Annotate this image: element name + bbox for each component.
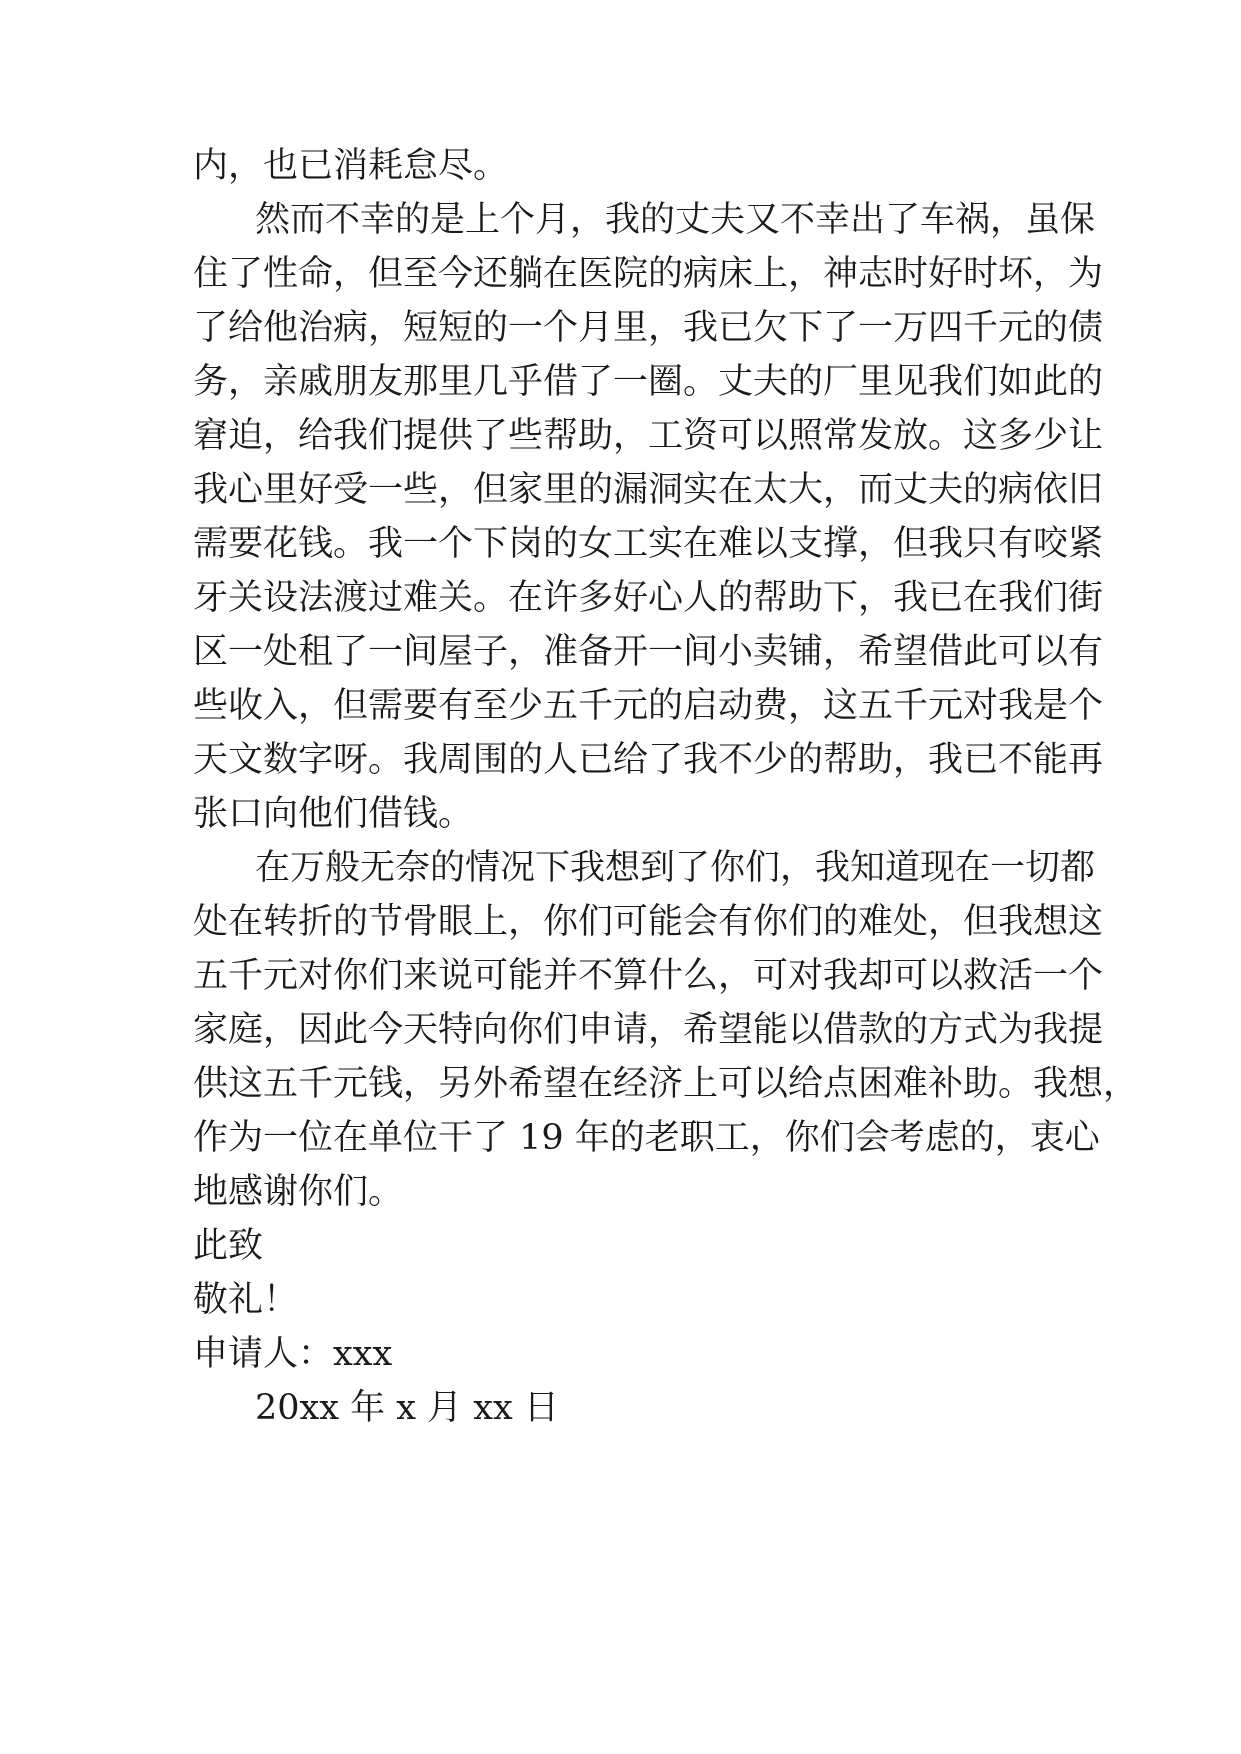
text-line: 需要花钱。我一个下岗的女工实在难以支撑，但我只有咬紧: [193, 524, 1104, 564]
text-line: 了给他治病，短短的一个月里，我已欠下了一万四千元的债: [193, 308, 1104, 348]
text-line: 处在转折的节骨眼上，你们可能会有你们的难处，但我想这: [193, 902, 1104, 942]
text-line: 然而不幸的是上个月，我的丈夫又不幸出了车祸，虽保: [255, 200, 1096, 240]
text-line: 五千元对你们来说可能并不算什么，可对我却可以救活一个: [193, 956, 1104, 996]
text-line: 牙关设法渡过难关。在许多好心人的帮助下，我已在我们街: [193, 578, 1104, 618]
text-line: 窘迫，给我们提供了些帮助，工资可以照常发放。这多少让: [193, 416, 1104, 456]
text-line: 我心里好受一些，但家里的漏洞实在太大，而丈夫的病依旧: [193, 470, 1104, 510]
text-line: 地感谢你们。: [193, 1172, 404, 1212]
text-line: 内，也已消耗怠尽。: [193, 146, 509, 186]
text-line: 作为一位在单位干了 19 年的老职工，你们会考虑的，衷心: [193, 1118, 1100, 1158]
applicant-signature: 申请人：xxx: [193, 1334, 393, 1374]
text-line: 些收入，但需要有至少五千元的启动费，这五千元对我是个: [193, 686, 1104, 726]
text-line: 天文数字呀。我周围的人已给了我不少的帮助，我已不能再: [193, 740, 1104, 780]
text-line: 张口向他们借钱。: [193, 794, 474, 834]
text-line: 在万般无奈的情况下我想到了你们，我知道现在一切都: [255, 848, 1096, 888]
closing-salutation: 此致: [193, 1226, 264, 1266]
text-line: 住了性命，但至今还躺在医院的病床上，神志时好时坏，为: [193, 254, 1104, 294]
text-line: 区一处租了一间屋子，准备开一间小卖铺，希望借此可以有: [193, 632, 1104, 672]
closing-regards: 敬礼！: [193, 1280, 299, 1320]
text-line: 家庭，因此今天特向你们申请，希望能以借款的方式为我提: [193, 1010, 1104, 1050]
text-line: 务，亲戚朋友那里几乎借了一圈。丈夫的厂里见我们如此的: [193, 362, 1104, 402]
letter-date: 20xx 年 x 月 xx 日: [255, 1388, 559, 1428]
text-line: 供这五千元钱，另外希望在经济上可以给点困难补助。我想，: [193, 1064, 1139, 1104]
